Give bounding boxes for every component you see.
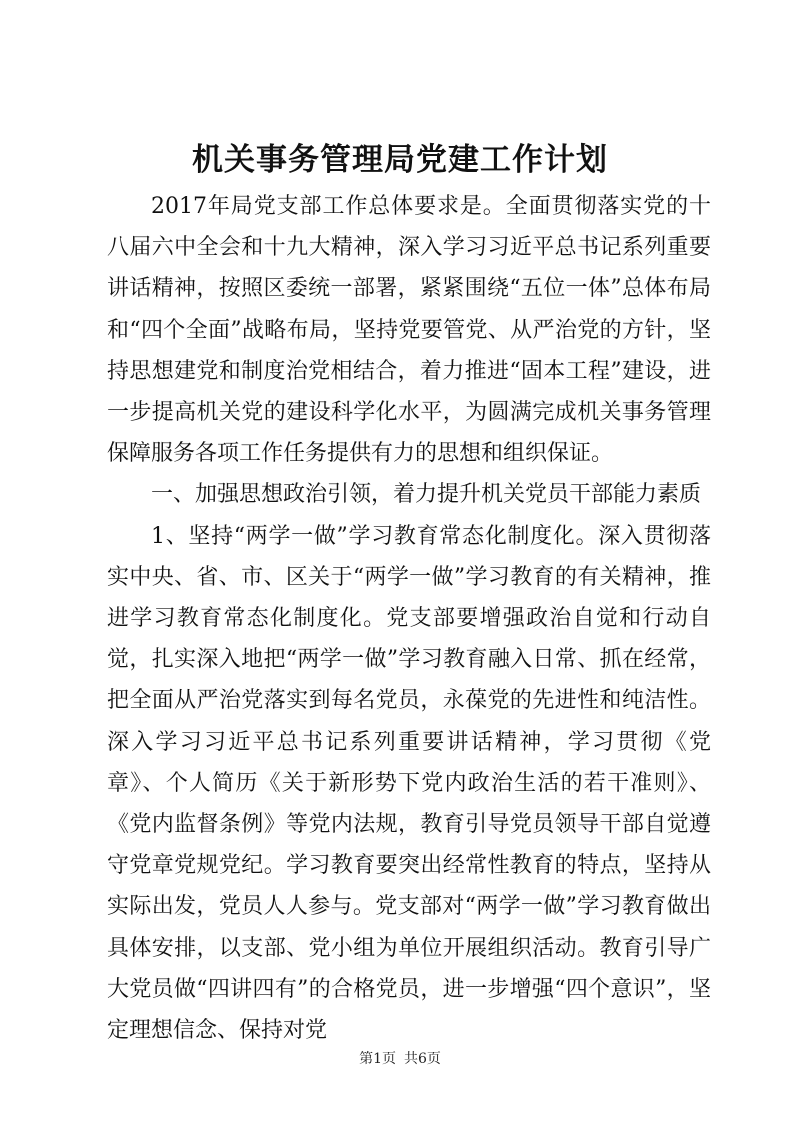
page-footer	[0, 1049, 800, 1069]
paragraph-item-1: 1、坚持“两学一做”学习教育常态化制度化。深入贯彻落实中央、省、市、区关于“两学一做”学习教育的有关精神，推进学习教育常态化制度化。党支部要增强政治自觉和行动自觉，扎实深入地把“两学一做”学习教育融入日常、抓在经常，把全面从严治党落实到每名党员，永葆党的先进性和纯洁性。深入学习习近平总书记系列重要讲话精神，学习贯彻《党章》、个人简历《关于新形势下党内政治生活的若干准则》、《党内监督条例》等党内法规，教育引导党员领导干部自觉遵守党章党规党纪。学习教育要突出经常性教育的特点，坚持从实际出发，党员人人参与。党支部对“两学一做”学习教育做出具体安排，以支部、党小组为单位开展组织活动。教育引导广大党员做“四讲四有”的合格党员，进一步增强“四个意识”，坚定理想信念、保持对党	[107, 523, 711, 1044]
page-number: 第1页	[359, 1051, 396, 1067]
document-body	[107, 186, 711, 1051]
paragraph-intro: 2017年局党支部工作总体要求是。全面贯彻落实党的十八届六中全会和十九大精神，深入学习习近平总书记系列重要讲话精神，按照区委统一部署，紧紧围绕“五位一体”总体布局和“四个全面”战略布局，坚持党要管党、从严治党的方针，坚持思想建党和制度治党相结合，着力推进“固本工程”建设，进一步提高机关党的建设科学化水平，为圆满完成机关事务管理保障服务各项工作任务提供有力的思想和组织保证。	[107, 194, 711, 467]
page-total: 共6页	[404, 1051, 441, 1067]
document-title: 机关事务管理局党建工作计划	[192, 142, 608, 178]
section-heading-1: 一、加强思想政治引领，着力提升机关党员干部能力素质	[151, 482, 702, 508]
